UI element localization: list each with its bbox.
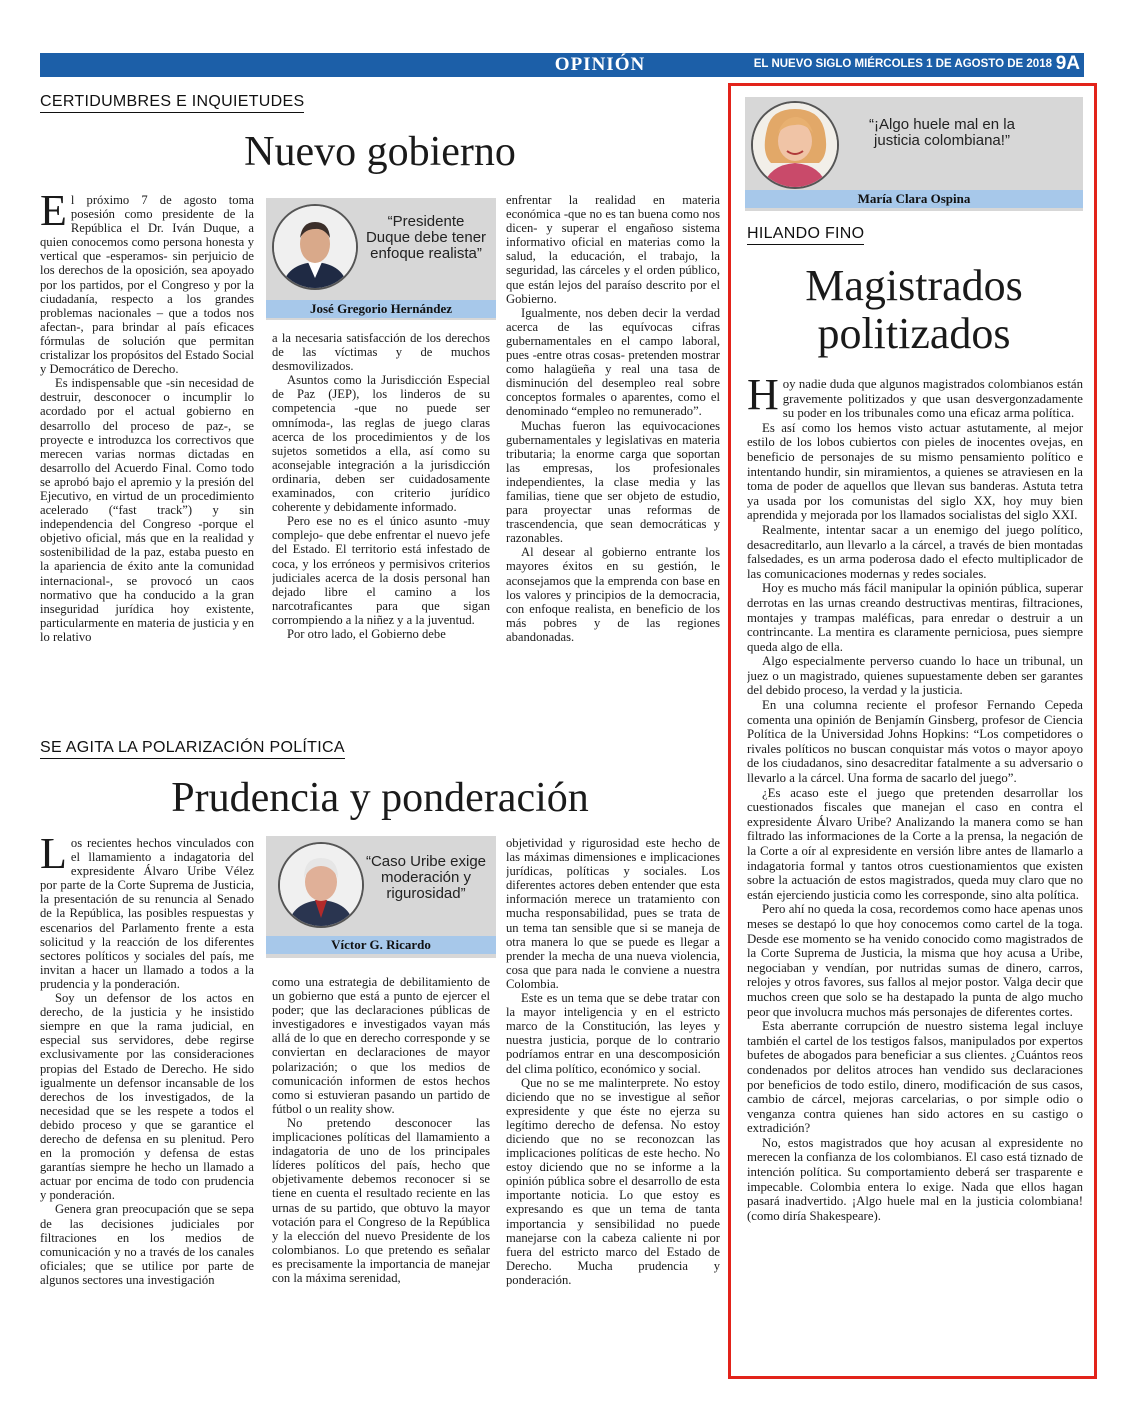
editorial2-kicker: SE AGITA LA POLARIZACIÓN POLÍTICA	[40, 739, 345, 759]
column-p7: ¿Es acaso este el juego que pretenden desarrollar los cuestionados fiscales que manejan el caso en contra el expresidente Álvaro Uribe? Analizando la manera como se han filtrado las informaciones de la Corte a la prensa, la negación de la Corte a oír al expresidente en versión libre antes de llamarlo a indagatoria formal y tantos otros cuestionamientos que existen sobre la actuación de estos magistrados, queda muy claro que no están ejerciendo justicia como les corresponde, sino alta política.	[747, 785, 1083, 902]
editorial2-title: Prudencia y ponderación	[171, 775, 589, 821]
editorial2-column-3	[506, 836, 720, 1352]
page-number: 9A	[1055, 53, 1080, 74]
editorial1-col3-p3: Muchas fueron las equivocaciones gubernamentales y legislativas en materia tributaria; la enorme carga que soportan las empresas, los profesionales independientes, la clase media y las familias, tiene que ser objeto de estudio, para proyectar unas reformas de trascendencia, que sean democráticas y razonables.	[506, 418, 720, 546]
editorial1-col1-p2: Es indispensable que -sin necesidad de destruir, desconocer o incumplir lo acordado por el actual gobierno en desarrollo del proceso de paz-, se proyecte e introduzca los correctivos que merecen varias normas dictadas en desarrollo del Acuerdo Final. Como todo se aprobó bajo el apremio y la presión del Ejecutivo, en virtud de un procedimiento acelerado (“fast track”) y sin independencia del Congreso -porque el objetivo oficial, más que en la realidad y sostenibilidad de la paz, estaba puesto en la apariencia de éxito ante la comunidad internacional-, se provocó un caos normativo que ha conducido a la gran inseguridad jurídica hoy existente, particularmente en materia de justicia y en lo relativo	[40, 376, 254, 644]
editorial1-col3-p4: Al desear al gobierno entrante los mayores éxitos en su gestión, le aconsejamos que la emprenda con base en los valores y principios de la democracia, con enfoque realista, en beneficio de los más pobres y de las regiones abandonadas.	[506, 545, 720, 644]
column-title-line2: politizados	[817, 309, 1011, 358]
editorial2-col3-p3: Que no se me malinterprete. No estoy diciendo que no se investigue al señor expresidente y que éste no ejerza su legítimo derecho de defensa. No estoy diciendo que no se reconozcan las implicaciones políticas de este hecho. No estoy diciendo que no se informe a la opinión pública sobre el desarrollo de esta importante noticia. Lo que estoy es expresando es que un tema de tanta importancia y sensibilidad no puede manejarse con la cabeza caliente ni por fuera del estricto marco del Estado de Derecho. Mucha prudencia y ponderación.	[506, 1075, 720, 1287]
editorial2-col3-p2: Este es un tema que se debe tratar con la mayor inteligencia y en el estricto marco de la Constitución, las leyes y nuestra justicia, porque de lo contrario podríamos entrar en una descomposición del clima político, económico y social.	[506, 991, 720, 1076]
author-byline: José Gregorio Hernández	[266, 300, 496, 318]
author-photo-icon	[753, 103, 837, 187]
editorial2-column-1	[40, 836, 254, 1352]
editorial1-col3-p1: enfrentar la realidad en materia económica -que no es tan buena como nos dicen- y superar el engañoso sistema informativo oficial en materias como la salud, la educación, el trabajo, la seguridad, las cárceles y el orden público, que están lejos del paraíso descrito por el Gobierno.	[506, 193, 720, 306]
author-portrait	[278, 842, 364, 928]
editorial1-column-1	[40, 193, 254, 713]
editorial2-col1-p3: Genera gran preocupación que se sepa de las decisiones judiciales por filtraciones en los medios de comunicación y no a través de los canales oficiales; que se utilice por parte de algunos sectores una investigación	[40, 1202, 254, 1287]
editorial1-col2-p4: Por otro lado, el Gobierno debe	[287, 626, 446, 641]
column-title-line1: Magistrados	[805, 261, 1023, 310]
author-byline: María Clara Ospina	[745, 190, 1083, 208]
column-p4: Hoy es mucho más fácil manipular la opinión pública, superar derrotas en las urnas creando destructivas mentiras, filtraciones, montajes y trampas maléficas, para enredar o destruir a un contrincante. La mentira es claramente perniciosa, pues siempre queda algo de ella.	[747, 581, 1083, 654]
editorial1-column-2	[272, 331, 490, 713]
column-kicker: HILANDO FINO	[747, 225, 864, 245]
editorial2-col1-p1: Los recientes hechos vinculados con el llamamiento a indagatoria del expresidente Álvaro Uribe Vélez por parte de la Corte Suprema de Justicia, la presentación de su renuncia al Senado de la República, las posibles respuestas y escenarios del Parlamento frente a esta solicitud y la reacción de los diferentes sectores políticos y sociales del país, me invitan a hacer un llamado a todos a la prudencia y la ponderación.	[40, 836, 254, 991]
author-portrait	[272, 204, 358, 290]
pull-quote: “Caso Uribe exige moderación y rigurosidad”	[365, 853, 487, 902]
section-name: OPINIÓN	[554, 54, 646, 75]
pull-quote: “Presidente Duque debe tener enfoque realista”	[365, 213, 487, 262]
column-p2: Es así como los hemos visto actuar astutamente, al mejor estilo de los lobos cubiertos con pieles de inocentes ovejas, en beneficio de personajes de su mismo pensamiento político e intentando hundir, sin miramientos, a quienes se atraviesen en la toma de poder de aquellos que llevan sus banderas. Astuta tetra ya usada por los comunistas del siglo XX, hoy muy bien aprendida y mejorada por los llamados socialistas del siglo XXI.	[747, 420, 1083, 523]
editorial1-col2-p1: a la necesaria satisfacción de los derechos de las víctimas y de muchos desmovilizados.	[272, 331, 490, 374]
column-body	[747, 377, 1083, 1353]
author-portrait	[751, 101, 839, 189]
editorial1-col1-p1: El próximo 7 de agosto toma posesión como presidente de la República el Dr. Iván Duque, a quien conocemos como persona honesta y vertical que -esperamos- sin perjuicio de los derechos de la oposición, sea apoyado por los partidos, por el Congreso y por la ciudadanía, respecto a los grandes problemas nacionales – que a todos nos afectan-, para brindar al país eficaces fórmulas de solución que permitan cristalizar los propósitos del Estado Social y Democrático de Derecho.	[40, 193, 254, 377]
editorial1-col2-p3: Pero ese no es el único asunto -muy complejo- que debe enfrentar el nuevo jefe del Estado. El territorio está infestado de coca, y los erróneos y permisivos criterios judiciales acerca de la dosis personal han dejado libre el camino a los narcotraficantes para que sigan corrompiendo a la niñez y a la juventud.	[272, 514, 490, 627]
editorial2-col3-p1: objetividad y rigurosidad este hecho de las máximas dimensiones e implicaciones jurídicas, políticas y sociales. Los diferentes actores deben entender que esta información merece un tratamiento con mucha responsabilidad, pues se trata de un tema tan sensible que si se maneja de otra manera lo que se puede es llegar a prender la mecha de una nueva violencia, cosa que para nada le conviene a nuestra Colombia.	[506, 836, 720, 991]
editorial1-column-3	[506, 193, 720, 713]
column-p5: Algo especialmente perverso cuando lo hace un tribunal, un juez o un magistrado, quienes supuestamente deben ser garantes del debido proceso, la verdad y la justicia.	[747, 654, 1083, 698]
editorial1-kicker: CERTIDUMBRES E INQUIETUDES	[40, 93, 304, 113]
section-header-bar	[40, 53, 1084, 77]
editorial2-col1-p2: Soy un defensor de los actos en derecho, de la justicia y he insistido siempre en que la rama judicial, en especial sus servidores, debe regirse exclusivamente por las consideraciones propias del Estado de Derecho. He sido igualmente un defensor incansable de los derechos de los investigados, de la necesidad que se les respete a todos el debido proceso y que se garantice el derecho de defensa en su plenitud. Pero en la promoción y defensa de estas garantías siempre he hecho un llamado a actuar por encima de todo con prudencia y ponderación.	[40, 991, 254, 1203]
drop-cap: H	[747, 377, 779, 419]
column-p6: En una columna reciente el profesor Fernando Cepeda comenta una opinión de Benjamín Ginsberg, profesor de Ciencia Política de la Universidad Johns Hopkins: “Los competidores o rivales políticos no buscan conquistar más votos o mayor apoyo de los ciudadanos, sino desacreditar fatalmente a su adversario o llevarlo a la cárcel. Una forma de sacarlo del juego”.	[747, 698, 1083, 786]
author-byline: Víctor G. Ricardo	[266, 936, 496, 954]
column-p8: Pero ahí no queda la cosa, recordemos como hace apenas unos meses se destapó lo que hoy conocemos como cartel de la toga. Desde ese momento se ha venido conocido como magistrados de la Corte Suprema de Justicia, la misma que hoy acusa a Uribe, negociaban y vendían, por nutridas sumas de dinero, carros, relojes y otros favores, sus fallos al mejor postor. Valga decir que muchos creen que solo se ha destapado la punta de algo mucho peor que involucra muchos más personajes de diferentes cortes.	[747, 902, 1083, 1019]
author-photo-icon	[274, 206, 356, 288]
newspaper-date: EL NUEVO SIGLO MIÉRCOLES 1 DE AGOSTO DE 2018	[753, 58, 1052, 70]
editorial1-title: Nuevo gobierno	[244, 129, 516, 175]
editorial2-column-2	[272, 975, 490, 1352]
column-title	[745, 262, 1083, 358]
column-p3: Realmente, intentar sacar a un enemigo del juego político, desacreditarlo, aun llevarlo a la cárcel, a través de bien montadas falsedades, es un arma poderosa dado el efecto multiplicador de las comunicaciones modernas y redes sociales.	[747, 522, 1083, 581]
pull-quote: “¡Algo huele mal en la justicia colombiana!”	[869, 116, 1015, 149]
drop-cap: L	[40, 836, 67, 878]
editorial2-col2-p2: No pretendo desconocer las implicaciones políticas del llamamiento a indagatoria de uno de los principales líderes políticos del país, hecho que objetivamente debemos reconocer si se tiene en cuenta el resultado reciente en las urnas de su partido, que obtuvo la mayor votación para el Congreso de la República y la elección del nuevo Presidente de los colombianos. Lo que pretendo es señalar es precisamente la importancia de manejar con la máxima serenidad,	[272, 1115, 490, 1285]
drop-cap: E	[40, 193, 67, 235]
column-p10: No, estos magistrados que hoy acusan al expresidente no merecen la confianza de los colombianos. El caso está tiznado de intención política. Su comportamiento deberá ser trasparente e impecable. Colombia entera lo exige. Nada que ellos hagan pasará inadvertido. ¡Algo huele mal en la justicia colombiana! (como diría Shakespeare).	[747, 1135, 1083, 1223]
author-photo-icon	[280, 844, 362, 926]
column-p1: Hoy nadie duda que algunos magistrados colombianos están gravemente politizados y que usan desvergonzadamente su poder en los tribunales como una eficaz arma política.	[747, 377, 1083, 421]
editorial1-col3-p2: Igualmente, nos deben decir la verdad acerca de las equívocas cifras gubernamentales en el campo laboral, pues -entre otras cosas- pretenden mostrar como halagüeña y real una tasa de disminución del desempleo real sobre conceptos formales o aparentes, como el denominado “empleo no remunerado”.	[506, 305, 720, 419]
column-p9: Esta aberrante corrupción de nuestro sistema legal incluye también el cartel de los testigos falsos, manipulados por expertos bufetes de abogados para beneficiar a sus clientes. ¿Cuántos reos condenados por delitos atroces han vendido sus declaraciones por beneficios de todo estilo, dinero, modificación de sus casos, cambio de cárcel, mejoras carcelarias, o por simple odio o venganza contra quienes han sido actores en su castigo o extradición?	[747, 1019, 1083, 1136]
editorial2-col2-p1: como una estrategia de debilitamiento de un gobierno que está a punto de ejercer el poder; que las declaraciones públicas de investigadores e investigados vayan más allá de lo que en derecho corresponde y se conviertan en declaraciones de mayor polarización; o que los medios de comunicación informen de estos hechos como si estuvieran pasando un partido de fútbol o un reality show.	[272, 975, 490, 1116]
editorial1-col2-p2: Asuntos como la Jurisdicción Especial de Paz (JEP), los linderos de su competencia -que no puede ser omnímoda-, las reglas de juego claras acerca de los procedimientos y de los sujetos sometidos a ella, así como su aconsejable integración a la jurisdicción ordinaria, deben ser cuidadosamente examinados, con criterio jurídico coherente y debidamente informado.	[272, 373, 490, 515]
